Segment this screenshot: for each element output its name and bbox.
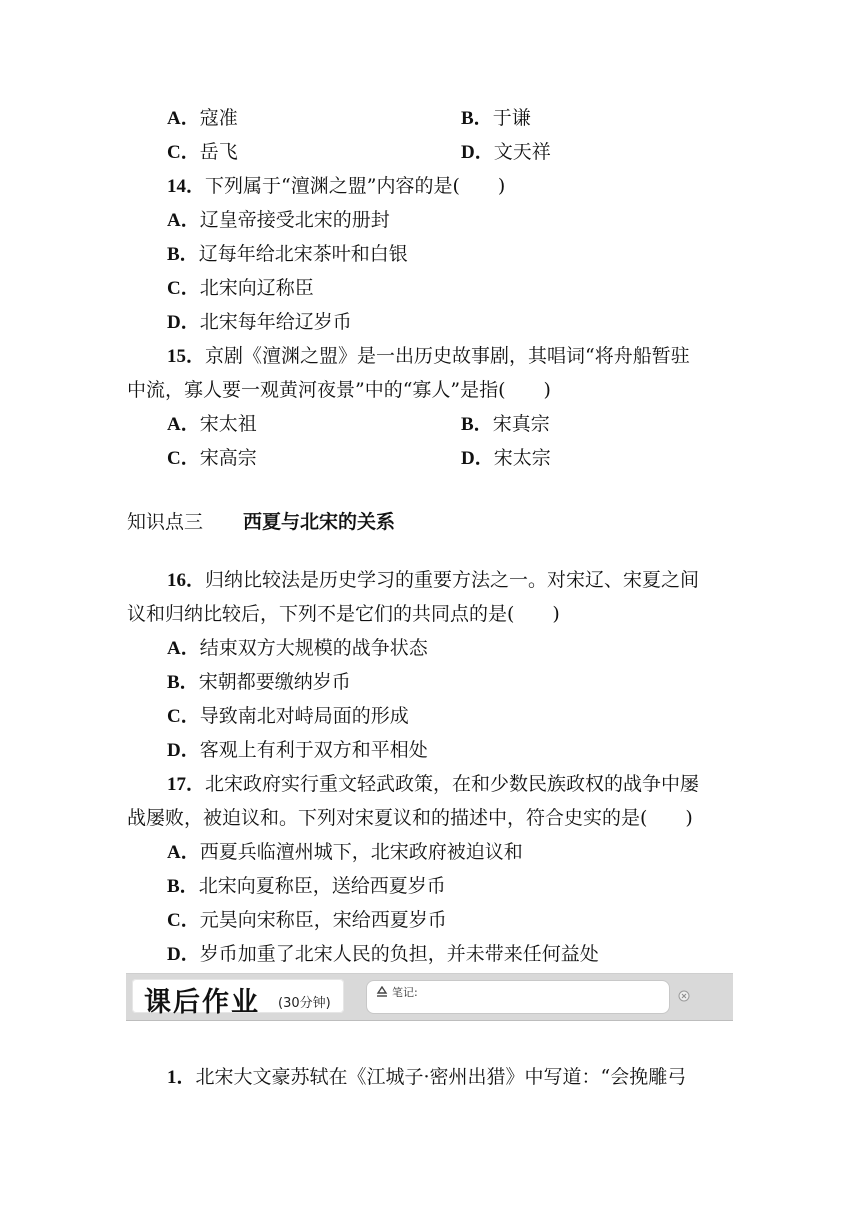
homework-time: (30分钟)	[278, 996, 331, 1011]
option-a: A．宋太祖	[167, 413, 257, 435]
option-d: D．文天祥	[461, 141, 551, 163]
q14-option-a: A．辽皇帝接受北宋的册封	[167, 209, 390, 231]
homework-title-box	[132, 979, 344, 1018]
option-c: C．宋高宗	[167, 447, 257, 469]
option-a: A．寇准	[167, 107, 238, 129]
q17-option-a: A．西夏兵临澶州城下，北宋政府被迫议和	[167, 841, 523, 863]
q14-option-d: D．北宋每年给辽岁币	[167, 311, 352, 333]
section-label: 知识点三	[127, 511, 204, 533]
option-b: B．宋真宗	[461, 413, 550, 435]
question-17-stem-line-1: 17．北宋政府实行重文轻武政策，在和少数民族政权的战争中屡	[167, 773, 700, 795]
question-16-stem-line-1: 16．归纳比较法是历史学习的重要方法之一。对宋辽、宋夏之间	[167, 569, 700, 591]
section-title: 西夏与北宋的关系	[243, 511, 396, 533]
q17-option-c: C．元昊向宋称臣，宋给西夏岁币	[167, 909, 447, 931]
question-17-stem-line-2: 战屡败，被迫议和。下列对宋夏议和的描述中，符合史实的是( )	[127, 807, 693, 829]
question-16-stem-line-2: 议和归纳比较后，下列不是它们的共同点的是( )	[127, 603, 560, 625]
q16-option-c: C．导致南北对峙局面的形成	[167, 705, 409, 727]
q13-options-row-1	[167, 105, 773, 132]
q15-options-row-1	[167, 411, 773, 438]
note-input-box[interactable]	[366, 980, 670, 1014]
homework-question-1-stem: 1．北宋大文豪苏轼在《江城子·密州出猎》中写道：“会挽雕弓	[167, 1066, 687, 1088]
question-15-stem-line-1: 15．京剧《澶渊之盟》是一出历史故事剧，其唱词“将舟船暂驻	[167, 345, 690, 367]
q15-options-row-2	[167, 445, 773, 472]
recycle-icon	[374, 986, 390, 998]
q13-options-row-2	[167, 139, 773, 166]
homework-title: 课后作业	[144, 987, 260, 1018]
q17-option-d: D．岁币加重了北宋人民的负担，并未带来任何益处	[167, 943, 599, 965]
q14-option-b: B．辽每年给北宋茶叶和白银	[167, 243, 408, 265]
homework-banner	[126, 973, 733, 1021]
clear-icon[interactable]	[678, 990, 690, 1002]
option-b: B．于谦	[461, 107, 531, 129]
q14-option-c: C．北宋向辽称臣	[167, 277, 314, 299]
note-label: 笔记:	[392, 986, 418, 999]
q16-option-b: B．宋朝都要缴纳岁币	[167, 671, 351, 693]
option-c: C．岳飞	[167, 141, 238, 163]
question-15-stem-line-2: 中流，寡人要一观黄河夜景”中的“寡人”是指( )	[127, 379, 551, 401]
q17-option-b: B．北宋向夏称臣，送给西夏岁币	[167, 875, 446, 897]
question-14-stem: 14．下列属于“澶渊之盟”内容的是( )	[167, 175, 506, 197]
q16-option-a: A．结束双方大规模的战争状态	[167, 637, 428, 659]
section-heading	[127, 509, 395, 535]
option-d: D．宋太宗	[461, 447, 551, 469]
q16-option-d: D．客观上有利于双方和平相处	[167, 739, 428, 761]
